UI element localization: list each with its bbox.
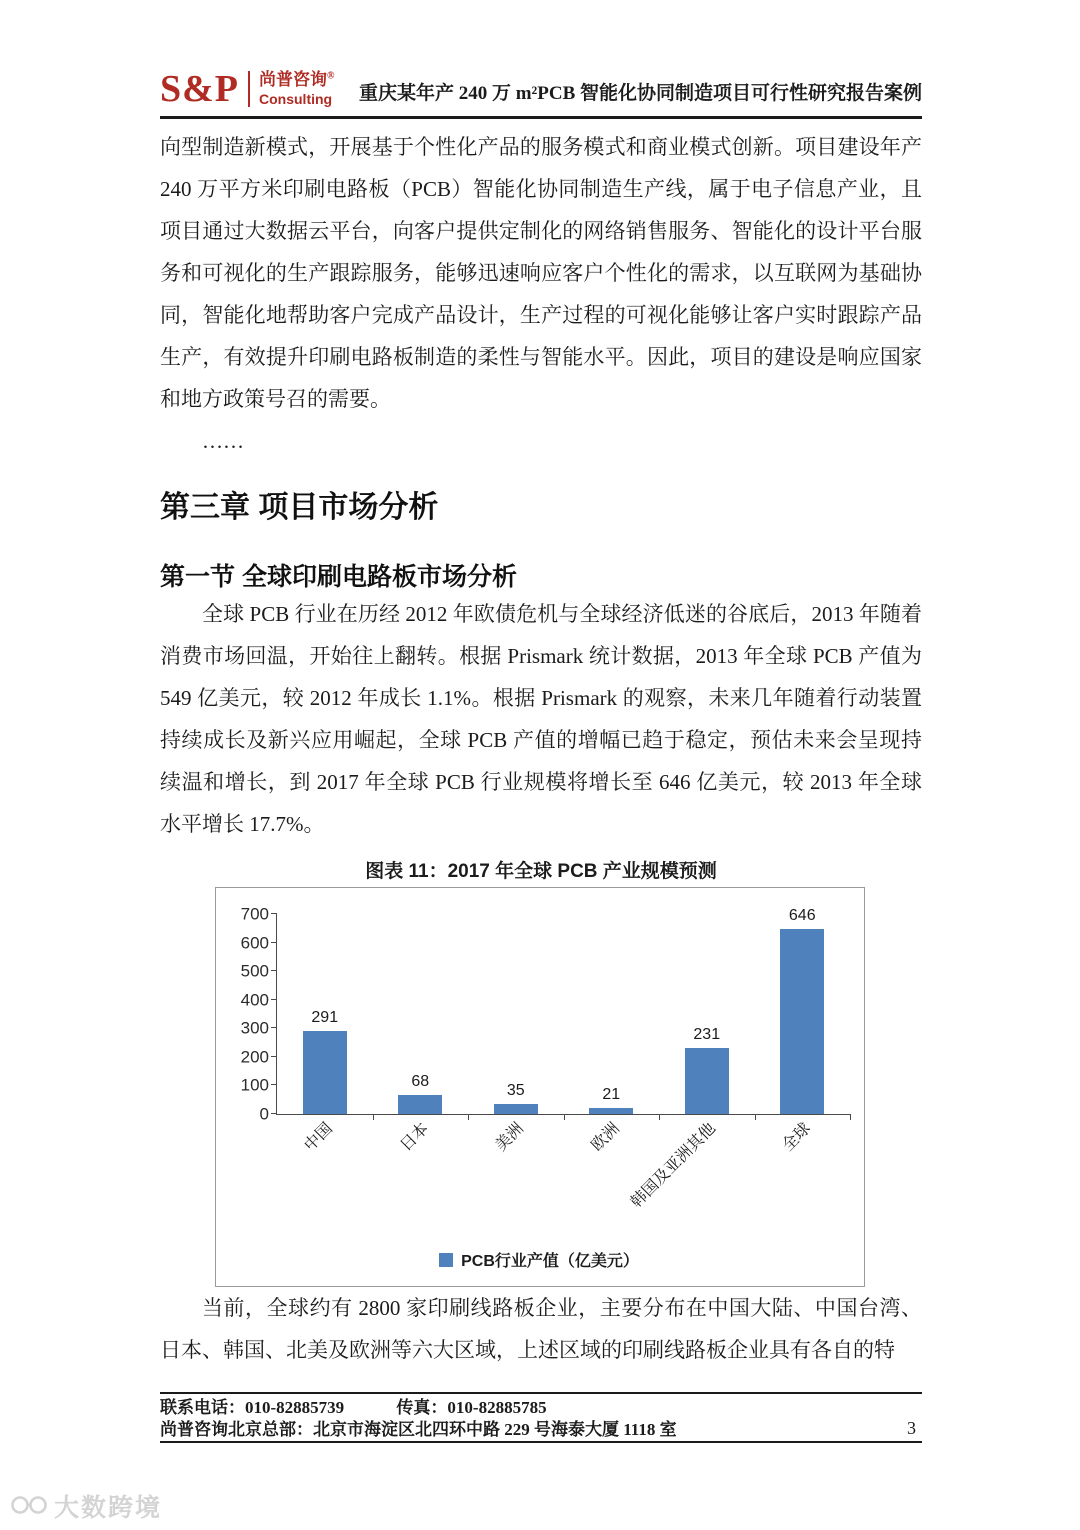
chart-legend <box>228 1248 850 1271</box>
y-tick-label: 300 <box>240 1018 269 1038</box>
y-tick-label: 100 <box>240 1075 269 1095</box>
chart-bar-slot <box>277 914 373 1114</box>
watermark-logo-icon <box>10 1490 48 1522</box>
page-number: 3 <box>907 1418 916 1438</box>
body-paragraph-2: 全球 PCB 行业在历经 2012 年欧债危机与全球经济低迷的谷底后，2013 年随着消费市场回温，开始往上翻转。根据 Prismark 统计数据，2013 年全球 PCB 产值为 549 亿美元，较 2012 年成长 1.1%。根据 Prismark 的观察，未来几年随着行动装置持续成长及新兴应用崛起，全球 PCB 产值的增幅已趋于稳定，预估未来会呈现持续温和增长，到 2017 年全球 PCB 行业规模将增长至 646 亿美元，较 2013 年全球水平增长 17.7%。 <box>160 602 922 836</box>
chart-caption: 图表 11：2017 年全球 PCB 产业规模预测 <box>365 861 717 882</box>
category-slot <box>754 1114 850 1214</box>
chart-bar <box>303 1031 347 1114</box>
chart-x-labels <box>276 1114 850 1214</box>
watermark-text: 大数跨境 <box>54 1494 163 1522</box>
footer-phone: 联系电话：010-82885739 <box>160 1398 345 1417</box>
chart-bar <box>398 1095 442 1114</box>
y-tick-label: 400 <box>240 990 269 1010</box>
chart-bar-slot <box>373 914 469 1114</box>
footer-address: 尚普咨询北京总部：北京市海淀区北四环中路 229 号海泰大厦 1118 室 <box>160 1420 677 1439</box>
chapter-heading: 第三章 项目市场分析 <box>160 491 439 524</box>
registered-mark: ® <box>327 70 335 82</box>
y-tick-label: 200 <box>240 1047 269 1067</box>
legend-label: PCB行业产值（亿美元） <box>461 1253 639 1270</box>
chart-bar-slot <box>468 914 564 1114</box>
category-label: 中国 <box>301 1120 336 1155</box>
footer-address-line <box>160 1419 922 1441</box>
footer-fax: 传真：010-82885785 <box>396 1398 547 1417</box>
bar-value-label: 291 <box>311 1008 339 1026</box>
page-header <box>160 70 922 119</box>
logo-chinese-name <box>259 70 334 90</box>
category-label: 全球 <box>779 1120 815 1155</box>
logo-sp-text: S&P <box>160 68 239 110</box>
footer-contact-line <box>160 1397 922 1419</box>
y-tick-label: 0 <box>259 1104 269 1124</box>
chart-bar <box>685 1048 729 1114</box>
logo-text-column <box>259 70 334 107</box>
category-slot <box>276 1114 372 1214</box>
ellipsis-line: …… <box>202 429 244 453</box>
legend-swatch <box>439 1253 453 1267</box>
y-tick-label: 600 <box>240 933 269 953</box>
logo-divider <box>248 71 250 107</box>
bar-value-label: 231 <box>693 1026 721 1043</box>
page-content <box>160 119 922 1371</box>
chart-plot-row <box>228 904 850 1124</box>
watermark <box>10 1488 162 1524</box>
category-slot <box>627 1114 755 1214</box>
chart-figure <box>215 887 865 1287</box>
category-slot <box>467 1114 563 1214</box>
logo-chinese-name-text: 尚普咨询 <box>259 70 327 90</box>
chart-bar <box>780 929 824 1114</box>
document-title: 重庆某年产 240 万 m²PCB 智能化协同制造项目可行性研究报告案例 <box>358 83 922 104</box>
chart-plot-area <box>276 907 850 1115</box>
y-tick-label: 700 <box>240 904 269 924</box>
body-paragraph-1: 向型制造新模式，开展基于个性化产品的服务模式和商业模式创新。项目建设年产 240 万平方米印刷电路板（PCB）智能化协同制造生产线，属于电子信息产业，且项目通过大数据云平台，向客户提供定制化的网络销售服务、智能化的设计平台服务和可视化的生产跟踪服务，能够迅速响应客户个性化的需求，以互联网为基础协同，智能化地帮助客户完成产品设计，生产过程的可视化能够让客户实时跟踪产品生产，有效提升印刷电路板制造的柔性与智能水平。因此，项目的建设是响应国家和地方政策号召的需要。 <box>160 135 922 411</box>
bar-value-label: 21 <box>602 1086 621 1103</box>
category-label: 欧洲 <box>588 1120 623 1155</box>
y-tick-label: 500 <box>240 961 269 981</box>
logo-english-name: Consulting <box>259 90 333 107</box>
x-tick-mark <box>850 1114 851 1120</box>
category-label: 日本 <box>396 1120 432 1155</box>
bar-value-label: 646 <box>788 907 816 925</box>
bar-value-label: 68 <box>411 1072 430 1090</box>
chart-bar <box>494 1104 538 1114</box>
chart-bar-slot <box>755 907 851 1114</box>
chart-bar-slot <box>659 914 755 1114</box>
category-label: 韩国及亚洲其他 <box>627 1120 719 1212</box>
section-heading: 第一节 全球印刷电路板市场分析 <box>160 563 517 591</box>
category-slot <box>372 1114 468 1214</box>
category-label: 美洲 <box>492 1120 528 1155</box>
company-logo <box>160 70 334 108</box>
chart-bar-slot <box>564 914 660 1114</box>
chart-y-axis <box>228 904 276 1124</box>
body-paragraph-3: 当前，全球约有 2800 家印刷线路板企业，主要分布在中国大陆、中国台湾、日本、韩国、北美及欧洲等六大区域，上述区域的印刷线路板企业具有各自的特 <box>160 1296 922 1362</box>
bar-value-label: 35 <box>506 1082 525 1099</box>
page-footer <box>160 1392 922 1443</box>
